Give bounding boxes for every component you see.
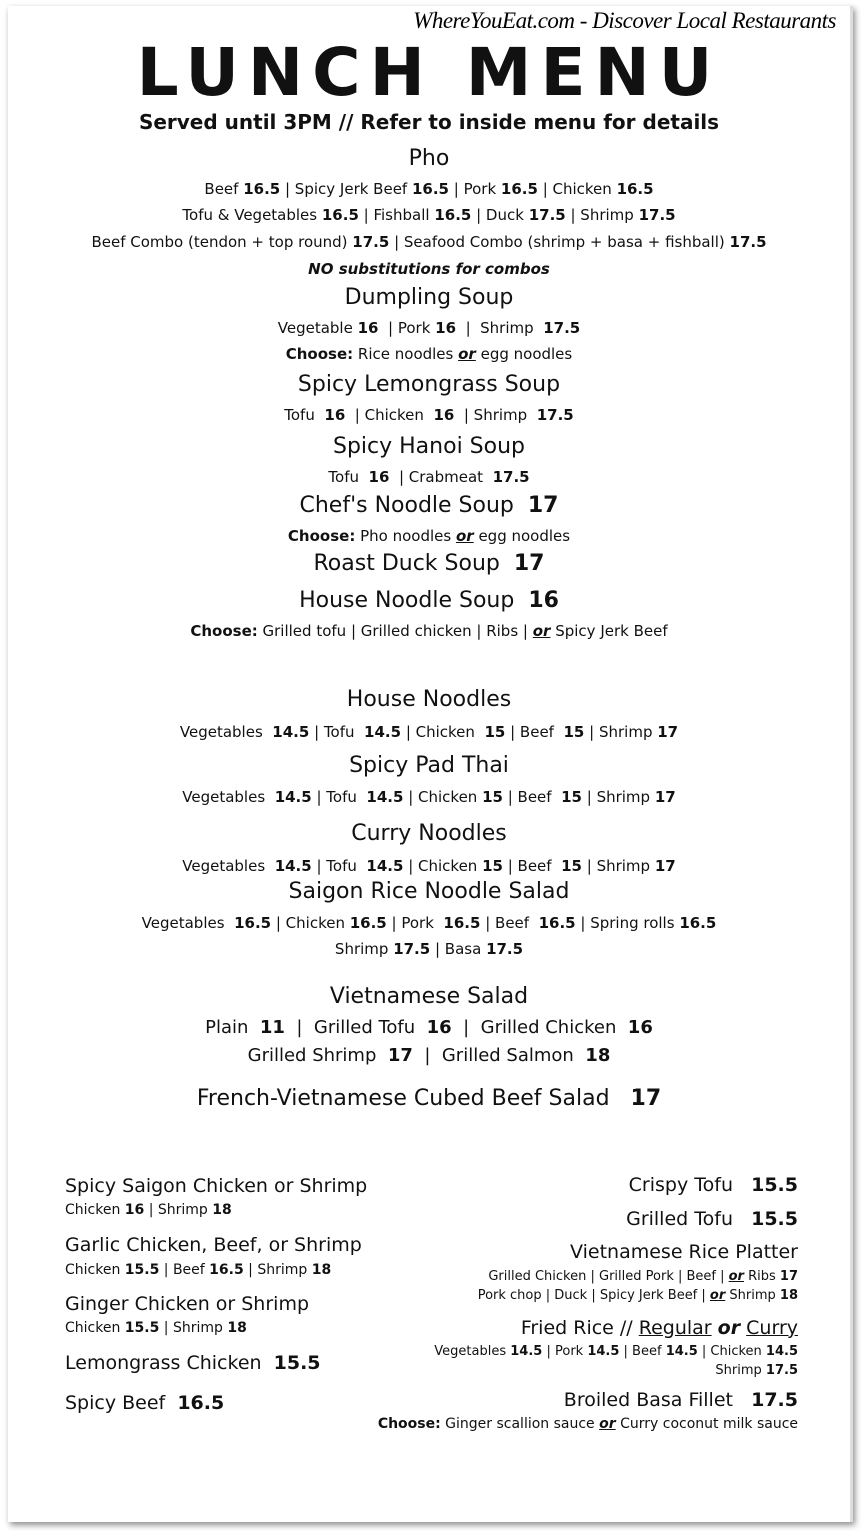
menu-text: | Shrimp [456, 318, 544, 337]
menu-text: | Tofu [309, 722, 365, 741]
menu-text: | Shrimp [565, 205, 639, 224]
menu-text: Lemongrass Chicken [65, 1351, 274, 1374]
menu-text: | Beef [619, 1343, 666, 1359]
menu-text: Regular [638, 1316, 712, 1339]
menu-text: Curry coconut milk sauce [615, 1416, 798, 1433]
price: 16.5 [177, 1391, 225, 1414]
price: 15 [561, 787, 582, 806]
price: 16.5 [616, 179, 654, 198]
french-salad-heading [8, 1085, 850, 1111]
price: 17 [630, 1085, 662, 1111]
menu-text: Spicy Jerk Beef [550, 621, 668, 640]
viet-salad-prices [8, 1047, 850, 1065]
dumpling-note [8, 344, 850, 363]
menu-text: Spicy Pad Thai [349, 752, 509, 778]
menu-text: Crispy Tofu [628, 1173, 752, 1196]
menu-text: Pork chop | Duck | Spicy Jerk Beef | [477, 1287, 710, 1303]
saigon-salad-prices [8, 913, 850, 932]
price: 14.5 [366, 856, 404, 875]
garlic-heading [65, 1233, 362, 1256]
menu-text: | Fishball [358, 205, 435, 224]
menu-text: or [717, 1316, 741, 1339]
menu-text: Chef's Noodle Soup [299, 492, 528, 518]
menu-text: Chicken [65, 1262, 125, 1279]
ginger-heading [65, 1292, 310, 1315]
price: 14.5 [510, 1343, 543, 1359]
price: 17 [527, 492, 559, 518]
price: 14.5 [272, 722, 310, 741]
menu-text: | Grilled Salmon [412, 1045, 586, 1067]
price: 17.5 [765, 1362, 798, 1378]
menu-text: or [532, 621, 551, 640]
menu-text: | Duck [471, 205, 529, 224]
saigon-salad-prices [8, 939, 850, 958]
menu-text: Chicken [65, 1320, 125, 1337]
menu-text: Tofu [328, 467, 369, 486]
garlic-prices [65, 1263, 331, 1277]
menu-text: Grilled tofu | Grilled chicken | Ribs | [257, 621, 533, 640]
menu-text: Grilled Chicken | Grilled Pork | Beef | [488, 1268, 729, 1284]
basa-note [378, 1417, 798, 1431]
price: 16 [124, 1202, 145, 1219]
menu-text: | Crabmeat [389, 467, 493, 486]
menu-text: | Shrimp [243, 1262, 312, 1279]
lemongrass-chicken-heading [65, 1351, 321, 1374]
menu-text: Garlic Chicken, Beef, or Shrimp [65, 1233, 362, 1256]
crispy-tofu-heading [628, 1173, 798, 1196]
spicy-saigon-heading [65, 1174, 368, 1197]
menu-text: | Shrimp [584, 722, 658, 741]
price: 17.5 [543, 318, 581, 337]
price: 16.5 [243, 179, 281, 198]
price: 16.5 [349, 913, 387, 932]
menu-text: Choose: [287, 526, 356, 545]
pho-prices [8, 205, 850, 224]
hanoi-heading [8, 433, 850, 459]
menu-text: Vietnamese Salad [329, 983, 529, 1009]
menu-text: Beef [204, 179, 244, 198]
pho-prices [8, 232, 850, 251]
menu-text: NO substitutions for combos [308, 259, 550, 278]
menu-text: | Tofu [311, 856, 367, 875]
saigon-salad-heading [8, 878, 850, 904]
menu-text: | Grilled Chicken [451, 1017, 628, 1039]
menu-text: Choose: [190, 621, 258, 640]
dumpling-heading [8, 284, 850, 310]
price: 14.5 [274, 787, 312, 806]
pho-prices [8, 179, 850, 198]
price: 17 [779, 1268, 798, 1284]
menu-text: | Chicken [401, 722, 485, 741]
price: 16 [435, 318, 457, 337]
menu-text: Spicy Beef [65, 1391, 178, 1414]
menu-text: | Beef [480, 913, 539, 932]
price: 16.5 [679, 913, 717, 932]
menu-text: Broiled Basa Fillet [563, 1388, 752, 1411]
price: 16 [528, 587, 559, 613]
menu-text: Spicy Hanoi Soup [332, 433, 526, 459]
menu-text: | Beef [502, 856, 562, 875]
house-soup-note [8, 621, 850, 640]
price: 16 [324, 405, 346, 424]
menu-text: or [458, 344, 476, 363]
menu-text: Vegetables [141, 913, 235, 932]
price: 17 [513, 550, 545, 576]
basa-heading [563, 1388, 798, 1411]
menu-text: | Spicy Jerk Beef [280, 179, 412, 198]
price: 16.5 [538, 913, 576, 932]
menu-text: Choose: [285, 344, 354, 363]
price: 17.5 [393, 939, 431, 958]
menu-text: Grilled Tofu [626, 1207, 752, 1230]
price: 17.5 [352, 232, 390, 251]
price: 17 [387, 1045, 413, 1067]
house-noodles-prices [8, 722, 850, 741]
pad-thai-prices [8, 787, 850, 806]
chefs-heading [8, 492, 850, 518]
menu-text: | Pork [542, 1343, 588, 1359]
roast-duck-heading [8, 550, 850, 576]
rice-platter-heading [570, 1240, 798, 1263]
menu-text: Vegetables [434, 1343, 511, 1359]
price: 17 [654, 856, 676, 875]
price: 17 [657, 722, 679, 741]
price: 14.5 [364, 722, 402, 741]
price: 15 [563, 722, 585, 741]
curry-noodles-heading [8, 820, 850, 846]
pho-heading [8, 145, 850, 171]
price: 16.5 [500, 179, 538, 198]
hanoi-prices [8, 467, 850, 486]
menu-text: or [599, 1416, 616, 1433]
price: 16.5 [321, 205, 359, 224]
menu-text: | Chicken [345, 405, 434, 424]
menu-text: | Pork [449, 179, 501, 198]
price: 18 [311, 1262, 332, 1279]
menu-text: | Shrimp [159, 1320, 228, 1337]
viet-salad-prices [8, 1019, 850, 1037]
menu-text: Spicy Lemongrass Soup [297, 371, 561, 397]
menu-text: | Chicken [403, 856, 483, 875]
menu-page [8, 6, 853, 1522]
menu-title: LUNCH MENU [136, 34, 722, 111]
rice-platter-prices [488, 1270, 798, 1283]
menu-text: Beef Combo (tendon + top round) [91, 232, 353, 251]
price: 16 [433, 405, 455, 424]
menu-text: Vegetable [277, 318, 358, 337]
menu-text: Ribs [743, 1268, 780, 1284]
menu-text: French-Vietnamese Cubed Beef Salad [196, 1085, 631, 1111]
menu-text: | Shrimp [144, 1202, 213, 1219]
price: 17.5 [528, 205, 566, 224]
price: 16 [368, 467, 390, 486]
menu-text: | Chicken [271, 913, 350, 932]
menu-text: Ginger scallion sauce [440, 1416, 600, 1433]
menu-text: Curry Noodles [351, 820, 507, 846]
rice-platter-prices [478, 1289, 798, 1302]
menu-text: Ginger Chicken or Shrimp [65, 1292, 310, 1315]
menu-text: egg noodles [475, 344, 573, 363]
price: 15 [482, 787, 503, 806]
menu-text: Shrimp [715, 1362, 766, 1378]
fried-rice-prices [434, 1345, 798, 1358]
price: 17.5 [536, 405, 574, 424]
price: 16.5 [434, 205, 472, 224]
price: 14.5 [765, 1343, 798, 1359]
menu-text: Tofu [284, 405, 325, 424]
menu-text: | Spring rolls [575, 913, 680, 932]
price: 14.5 [274, 856, 312, 875]
menu-text: Vegetables [182, 787, 275, 806]
menu-text: | Pork [378, 318, 436, 337]
menu-text: Vietnamese Rice Platter [570, 1240, 798, 1263]
menu-text: or [709, 1287, 726, 1303]
menu-text: Shrimp [334, 939, 394, 958]
price: 16.5 [209, 1262, 244, 1279]
menu-text: Spicy Saigon Chicken or Shrimp [65, 1174, 368, 1197]
menu-text: | Chicken [697, 1343, 766, 1359]
price: 15.5 [751, 1173, 798, 1196]
price: 15 [561, 856, 582, 875]
menu-text: Vegetables [179, 722, 273, 741]
dumpling-prices [8, 318, 850, 337]
menu-text: or [455, 526, 474, 545]
grilled-tofu-heading [626, 1207, 798, 1230]
price: 16 [357, 318, 379, 337]
price: 18 [779, 1287, 798, 1303]
curry-noodles-prices [8, 856, 850, 875]
menu-text: House Noodle Soup [299, 587, 529, 613]
price: 17 [654, 787, 676, 806]
spicy-saigon-prices [65, 1203, 232, 1217]
price: 15.5 [751, 1207, 798, 1230]
fried-rice-prices [715, 1364, 798, 1377]
menu-text: | Beef [159, 1262, 210, 1279]
price: 14.5 [665, 1343, 698, 1359]
menu-text: Fried Rice // [520, 1316, 639, 1339]
price: 17.5 [486, 939, 524, 958]
menu-text: Tofu & Vegetables [182, 205, 322, 224]
menu-text: Curry [746, 1316, 798, 1339]
menu-text: Shrimp [725, 1287, 780, 1303]
menu-text: | Chicken [537, 179, 617, 198]
menu-subtitle: Served until 3PM // Refer to inside menu for details [138, 110, 720, 134]
menu-text: | Beef [505, 722, 564, 741]
lemongrass-soup-prices [8, 405, 850, 424]
menu-text: House Noodles [346, 686, 512, 712]
menu-text: | Tofu [311, 787, 367, 806]
ginger-prices [65, 1321, 247, 1335]
menu-text: Roast Duck Soup [313, 550, 514, 576]
menu-text: Vegetables [182, 856, 275, 875]
price: 14.5 [366, 787, 404, 806]
price: 15.5 [273, 1351, 321, 1374]
price: 11 [259, 1017, 285, 1039]
watermark: WhereYouEat.com - Discover Local Restaurants [413, 8, 836, 33]
price: 14.5 [587, 1343, 620, 1359]
menu-text: Plain [205, 1017, 260, 1039]
price: 16 [426, 1017, 452, 1039]
pho-note [8, 259, 850, 278]
menu-text: Saigon Rice Noodle Salad [288, 878, 570, 904]
price: 15.5 [124, 1320, 160, 1337]
menu-text: Rice noodles [353, 344, 459, 363]
price: 15 [484, 722, 506, 741]
menu-text: | Beef [502, 787, 562, 806]
menu-text: | Shrimp [581, 787, 655, 806]
price: 17.5 [638, 205, 676, 224]
pad-thai-heading [8, 752, 850, 778]
chefs-note [8, 526, 850, 545]
price: 18 [585, 1045, 611, 1067]
lemongrass-soup-heading [8, 371, 850, 397]
menu-text: | Basa [430, 939, 487, 958]
menu-text: Chicken [65, 1202, 125, 1219]
viet-salad-heading [8, 983, 850, 1009]
menu-text: Pho [408, 145, 450, 171]
price: 17.5 [492, 467, 530, 486]
price: 18 [227, 1320, 247, 1337]
price: 16.5 [443, 913, 481, 932]
menu-text: Grilled Shrimp [247, 1045, 388, 1067]
price: 16 [627, 1017, 653, 1039]
fried-rice-heading [520, 1316, 798, 1339]
house-soup-heading [8, 587, 850, 613]
menu-text: egg noodles [473, 526, 571, 545]
menu-text: | Grilled Tofu [284, 1017, 427, 1039]
price: 16.5 [234, 913, 272, 932]
menu-text: | Pork [386, 913, 444, 932]
menu-text: | Shrimp [581, 856, 655, 875]
price: 18 [212, 1202, 232, 1219]
price: 17.5 [729, 232, 767, 251]
price: 15 [482, 856, 503, 875]
spicy-beef-heading [65, 1391, 225, 1414]
menu-text: Dumpling Soup [344, 284, 514, 310]
menu-text: | Seafood Combo (shrimp + basa + fishball) [389, 232, 730, 251]
price: 17.5 [751, 1388, 798, 1411]
menu-text: or [728, 1268, 744, 1284]
menu-text: | Shrimp [454, 405, 537, 424]
price: 16.5 [411, 179, 449, 198]
house-noodles-heading [8, 686, 850, 712]
menu-text: Pho noodles [355, 526, 456, 545]
menu-text: | Chicken [403, 787, 483, 806]
menu-text: Choose: [377, 1416, 441, 1433]
price: 15.5 [124, 1262, 160, 1279]
